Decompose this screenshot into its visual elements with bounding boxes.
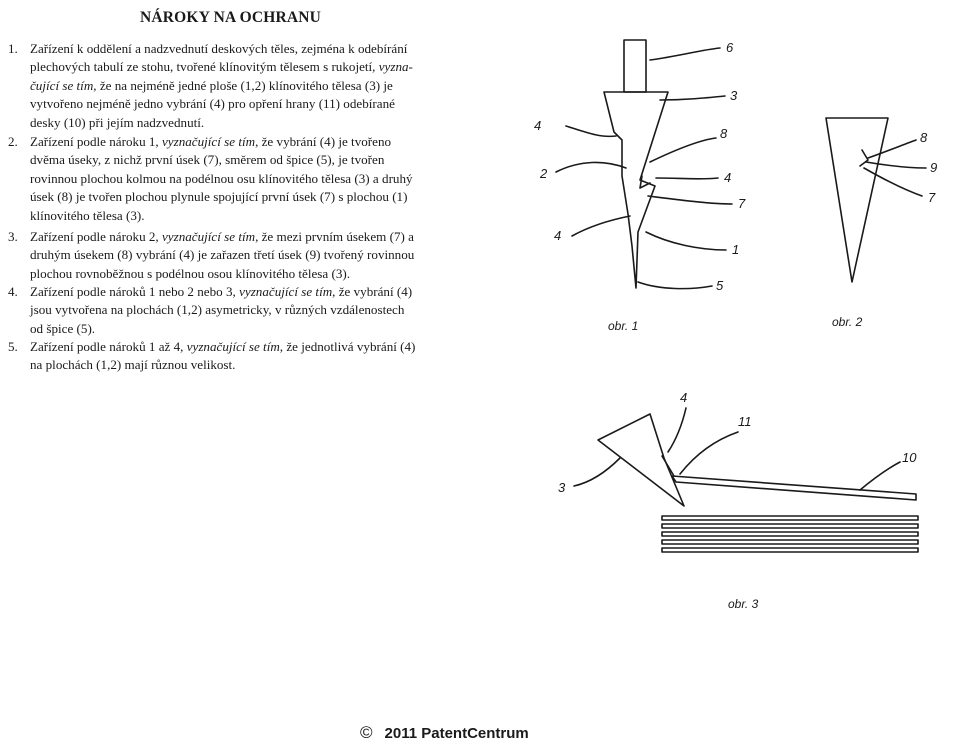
claim-text: úsek (8) je tvořen plochou plynule spojující první úsek (7) s plochou (1) [30, 189, 408, 205]
leader-4b [656, 178, 718, 179]
notch-shape-2 [860, 150, 868, 166]
leader-11-fig3 [680, 432, 738, 474]
leader-1 [646, 232, 726, 250]
page-title: NÁROKY NA OCHRANU [140, 9, 322, 26]
wedge-outline-shape [826, 118, 888, 282]
claim-text: Zařízení podle nároku 2, [30, 229, 162, 244]
claim-text-tail: , že jednotlivá vybrání (4) [279, 339, 416, 354]
leader-7-fig2 [864, 168, 922, 196]
wedge-tool-shape [598, 414, 684, 506]
lifted-sheet-shape [672, 476, 916, 500]
label-2: 2 [540, 166, 548, 181]
label-11-fig3: 11 [738, 414, 752, 429]
label-4a: 4 [534, 118, 542, 133]
leader-3-fig3 [574, 458, 620, 486]
label-3: 3 [730, 88, 738, 103]
claim-text: dvěma úseky, z nichž první úsek (7), směrem od špice (5), je tvořen [30, 152, 385, 168]
caption-obr1: obr. 1 [608, 319, 639, 333]
caption-obr2: obr. 2 [832, 315, 863, 329]
claim-emphasis: vyznačující se tím [239, 284, 333, 299]
figure-3-drawing [574, 408, 918, 552]
claim-text: na plochách (1,2) mají různou velikost. [30, 357, 236, 373]
claim-number: 2. [8, 134, 18, 149]
claim-text: druhým úsekem (8) vybrání (4) je zařazen třetí úsek (9) tvořený rovinnou [30, 247, 415, 263]
leader-10-fig3 [860, 462, 900, 490]
claim-text: plochou rovnoběžnou s podélnou osou klínovitého tělesa (3). [30, 265, 351, 281]
claim-text: jsou vytvořena na plochách (1,2) asymetricky, v různých vzdálenostech [30, 302, 405, 318]
leader-7 [648, 196, 732, 204]
claim-text: Zařízení podle nároku 1, [30, 134, 162, 149]
figure-1-drawing [556, 40, 732, 289]
claim-emphasis: vyznačující se tím [161, 229, 256, 244]
figure-2-drawing [826, 118, 926, 282]
leader-4-fig3 [668, 408, 686, 452]
copyright-icon: © [360, 723, 373, 742]
claim-text: Zařízení podle nároků 1 nebo 2 nebo 3, [30, 284, 240, 299]
claim-text: desky (10) při jejím nadzvednutí. [30, 114, 205, 130]
claim-text-tail: , že na nejméně jedné ploše (1,2) klínovitého tělesa (3) je [93, 77, 393, 93]
claim-text: rovinnou plochou kolmou na podélnou osu klínovitého tělesa (3) a druhý [30, 170, 413, 186]
stack-sheet-5 [662, 548, 918, 552]
leader-4c [572, 216, 630, 236]
leader-2 [556, 162, 626, 172]
claim-text-tail: , že vybrání (4) [332, 284, 413, 299]
label-1: 1 [732, 242, 740, 257]
label-9-fig2: 9 [930, 160, 938, 175]
label-10-fig3: 10 [902, 450, 917, 465]
stack-sheet-2 [662, 524, 918, 528]
label-4-fig3: 4 [680, 390, 688, 405]
leader-5 [638, 282, 712, 289]
claim-text: Zařízení podle nároků 1 až 4, [30, 339, 187, 354]
claim-text-tail: , že mezi prvním úsekem (7) a [255, 229, 414, 244]
claim-number: 5. [8, 339, 18, 354]
label-7-fig2: 7 [928, 190, 936, 205]
stack-sheet-3 [662, 532, 918, 536]
leader-6 [650, 48, 720, 60]
claim-emphasis: vyznačující se tím [161, 134, 256, 149]
claim-number: 1. [8, 41, 18, 56]
leader-9-fig2 [866, 162, 926, 168]
claim-text-tail: , že vybrání (4) je tvořeno [255, 134, 392, 149]
label-3-fig3: 3 [558, 480, 566, 495]
label-6: 6 [726, 40, 734, 55]
claim-text: od špice (5). [30, 320, 96, 336]
claim-text: plechových tabulí ze stohu, tvořené klínovitým tělesem s rukojetí, [30, 59, 379, 75]
claim-number: 3. [8, 229, 18, 244]
leader-3 [660, 96, 725, 100]
claim-text: klínovitého tělesa (3). [30, 207, 145, 223]
claim-emphasis: čující se tím [30, 77, 94, 93]
label-8-fig2: 8 [920, 130, 928, 145]
tool-notch-shape [662, 456, 674, 476]
claim-emphasis: vyznačující se tím [186, 339, 280, 354]
stack-sheet-4 [662, 540, 918, 544]
leader-4a [566, 126, 616, 136]
caption-obr3: obr. 3 [728, 597, 759, 611]
claim-text: Zařízení k oddělení a nadzvednutí deskových těles, zejména k odebírání [30, 41, 408, 56]
label-5: 5 [716, 278, 724, 293]
label-4c: 4 [554, 228, 562, 243]
stack-sheet-1 [662, 516, 918, 520]
wedge-body-shape [604, 92, 668, 288]
claim-number: 4. [8, 284, 18, 299]
label-8: 8 [720, 126, 728, 141]
leader-8 [650, 138, 716, 162]
handle-shape [624, 40, 646, 92]
claim-emphasis: vyzna- [378, 59, 413, 75]
label-4b: 4 [724, 170, 732, 185]
copyright-footer [360, 723, 529, 743]
label-7: 7 [738, 196, 746, 211]
footer-text: 2011 PatentCentrum [384, 725, 529, 742]
leader-8-fig2 [868, 140, 916, 158]
claim-text: vytvořeno nejméně jedno vybrání (4) pro opření hrany (11) odebírané [30, 96, 395, 112]
